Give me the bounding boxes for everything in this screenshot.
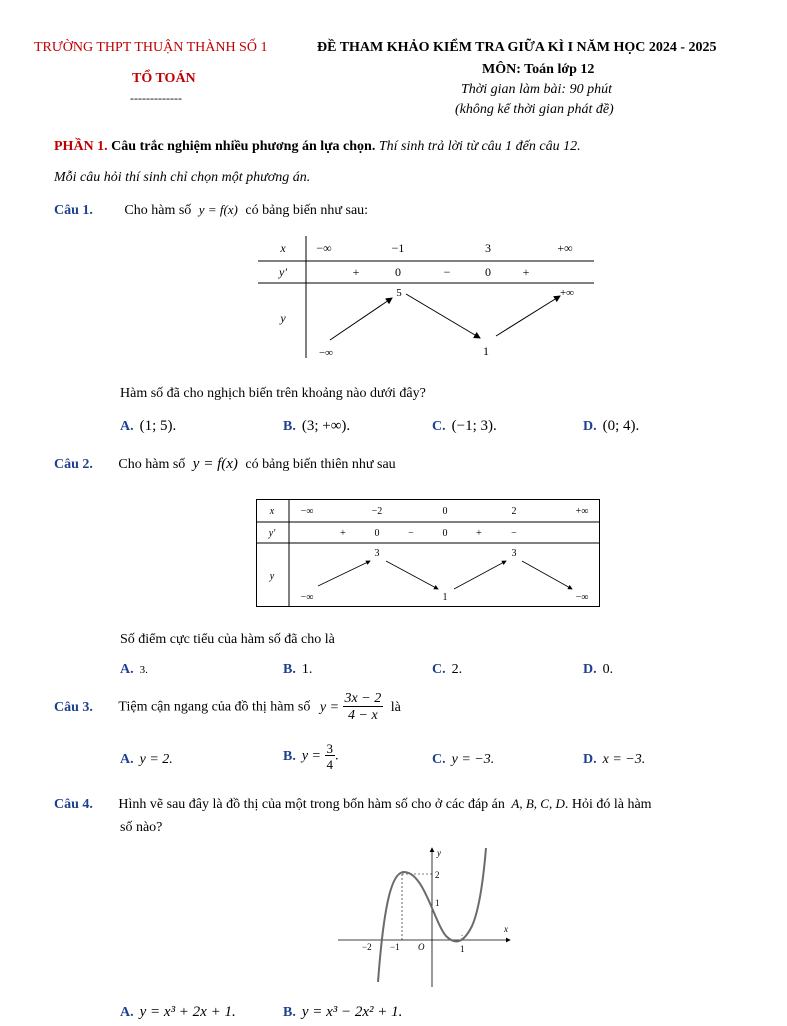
q2-row-x: x <box>269 506 275 517</box>
q1-y-val: 1 <box>483 344 489 358</box>
q1-y-val: 5 <box>396 287 402 299</box>
option-value-den: 4 <box>326 757 334 772</box>
option-value-fraction <box>325 742 336 771</box>
q4-abcd: A, B, C, D <box>511 796 565 811</box>
q1-sign: + <box>352 265 360 279</box>
q1-row-y: y <box>280 311 286 325</box>
q1-sign: + <box>522 265 530 279</box>
q4-text: Hình vẽ sau đây là đồ thị của một trong bốn hàm số cho ở các đáp án <box>118 797 505 812</box>
q1-label: Câu 1. <box>54 203 93 218</box>
part1-label: PHẦN 1. <box>54 139 108 154</box>
option-value-lhs: y = <box>301 748 322 764</box>
option-label: C. <box>432 752 446 767</box>
q2-y-val: 3 <box>374 548 380 559</box>
option-value: (1; 5). <box>139 418 177 434</box>
q2-text: Cho hàm số <box>118 457 186 472</box>
q1-arrow-down <box>406 294 480 338</box>
y-tick-label: 1 <box>435 898 440 908</box>
q4-stem <box>54 796 652 813</box>
option-label: B. <box>283 662 296 677</box>
q2-option-b[interactable] <box>283 662 312 678</box>
department-name: TỔ TOÁN <box>132 71 196 86</box>
exam-title: ĐỀ THAM KHẢO KIỂM TRA GIỮA KÌ I NĂM HỌC 2024 - 2025 <box>317 40 717 55</box>
option-value: (3; +∞). <box>301 418 351 434</box>
option-label: C. <box>432 662 446 677</box>
q1-variation-table <box>258 236 598 362</box>
q3-func-num: 3x − 2 <box>344 691 382 706</box>
option-label: D. <box>583 662 597 677</box>
q2-x-val: −∞ <box>300 506 314 517</box>
q3-option-d[interactable] <box>583 752 645 768</box>
option-value: y = x³ − 2x² + 1. <box>301 1004 403 1020</box>
part1-instruction: Thí sinh trả lời từ câu 1 đến câu 12. <box>378 139 581 154</box>
x-axis-label: x <box>504 924 508 934</box>
q2-y-val: 1 <box>442 592 448 603</box>
exam-time: Thời gian làm bài: 90 phút <box>461 82 612 97</box>
x-tick-label: −1 <box>390 942 400 952</box>
part1-heading <box>54 139 581 155</box>
q1-option-c[interactable] <box>432 418 497 435</box>
q4-option-b[interactable] <box>283 1004 402 1021</box>
q1-option-a[interactable] <box>120 418 176 435</box>
q1-x-val: −∞ <box>316 241 332 255</box>
x-tick-label: −2 <box>362 942 372 952</box>
q4-stem-line2: số nào? <box>120 820 163 835</box>
part1-instruction2: Mỗi câu hỏi thí sinh chỉ chọn một phương án. <box>54 170 311 185</box>
option-value: x = −3. <box>602 752 646 767</box>
q1-row-yp: y' <box>279 265 287 279</box>
option-label: D. <box>583 752 597 767</box>
q4-function-graph <box>334 842 524 992</box>
q2-text2: có bảng biến thiên như sau <box>245 457 396 472</box>
option-label: A. <box>120 1005 134 1020</box>
option-value-num: 3 <box>326 741 334 756</box>
q2-x-val: 2 <box>511 506 517 517</box>
option-value: (−1; 3). <box>451 418 497 434</box>
school-name: TRƯỜNG THPT THUẬN THÀNH SỐ 1 <box>34 40 268 55</box>
q3-text: Tiệm cận ngang của đồ thị hàm số <box>118 699 311 715</box>
exam-note: (không kể thời gian phát đề) <box>455 102 614 117</box>
option-label: B. <box>283 419 296 434</box>
option-value: 1. <box>301 662 313 677</box>
q2-arrow-down <box>386 561 438 589</box>
q1-x-val: 3 <box>485 241 491 255</box>
q2-row-yp: y' <box>268 528 276 539</box>
q4-text2: . Hỏi đó là hàm <box>564 797 652 812</box>
q3-text2: là <box>390 699 401 715</box>
q2-x-val: 0 <box>442 506 448 517</box>
option-label: A. <box>120 752 134 767</box>
q1-x-val: +∞ <box>557 241 573 255</box>
q2-label: Câu 2. <box>54 457 93 472</box>
q2-func: y = f(x) <box>192 456 238 472</box>
option-label: B. <box>283 1005 296 1020</box>
option-value: y = −3. <box>451 752 495 767</box>
q2-arrow-up <box>318 561 370 586</box>
q3-func-den: 4 − x <box>348 708 378 723</box>
q2-option-c[interactable] <box>432 662 462 678</box>
q2-arrow-up <box>454 561 506 589</box>
q2-sign: 0 <box>442 528 448 539</box>
option-label: C. <box>432 419 446 434</box>
option-value: y = x³ + 2x + 1. <box>139 1004 236 1020</box>
q1-stem <box>54 202 368 219</box>
option-label: D. <box>583 419 597 434</box>
exam-subject: MÔN: Toán lớp 12 <box>482 62 595 77</box>
option-label: A. <box>120 662 134 677</box>
q1-y-val: +∞ <box>559 287 575 299</box>
origin-label: O <box>418 942 425 952</box>
q1-row-x: x <box>280 241 286 255</box>
q2-y-val: −∞ <box>575 592 589 603</box>
q2-stem <box>54 456 396 473</box>
q1-x-val: −1 <box>391 241 405 255</box>
y-axis-label: y <box>437 848 441 858</box>
q2-option-a[interactable] <box>120 662 148 678</box>
q2-sign: 0 <box>374 528 380 539</box>
q1-sign: 0 <box>395 265 401 279</box>
q3-label: Câu 3. <box>54 699 93 715</box>
q1-sign: − <box>443 265 451 279</box>
q1-sign: 0 <box>485 265 491 279</box>
q2-sign: + <box>340 528 346 539</box>
q1-text: Cho hàm số <box>124 203 192 218</box>
q3-func-fraction <box>343 692 384 723</box>
option-label: B. <box>283 748 296 764</box>
y-tick-label: 2 <box>435 870 440 880</box>
q3-stem <box>54 692 401 723</box>
q2-sign: − <box>511 528 517 539</box>
q1-arrow-up <box>496 296 560 336</box>
q2-x-val: −2 <box>371 506 383 517</box>
q2-arrow-down <box>522 561 572 589</box>
header-divider: ------------- <box>130 91 182 105</box>
q3-option-c[interactable] <box>432 752 494 768</box>
q2-x-val: +∞ <box>575 506 589 517</box>
q2-sign: − <box>408 528 414 539</box>
option-label: A. <box>120 419 134 434</box>
option-value: 0. <box>602 662 614 677</box>
q1-text2: có bảng biến như sau: <box>245 203 369 218</box>
q1-option-b[interactable] <box>283 418 350 435</box>
q1-arrow-up <box>330 298 392 340</box>
q2-y-val: 3 <box>511 548 517 559</box>
q4-option-a[interactable] <box>120 1004 236 1021</box>
q4-label: Câu 4. <box>54 797 93 812</box>
option-value: (0; 4). <box>602 418 640 434</box>
q2-row-y: y <box>269 571 275 582</box>
q2-variation-table <box>256 499 601 609</box>
q1-option-d[interactable] <box>583 418 639 435</box>
q1-question: Hàm số đã cho nghịch biến trên khoảng nào dưới đây? <box>120 386 426 401</box>
q1-func: y = f(x) <box>198 202 238 217</box>
x-tick-label: 1 <box>460 944 465 954</box>
q2-option-d[interactable] <box>583 662 613 678</box>
option-value-tail: . <box>335 748 339 764</box>
q2-question: Số điểm cực tiểu của hàm số đã cho là <box>120 632 335 647</box>
q1-y-val: −∞ <box>318 347 334 359</box>
option-value: 3. <box>139 664 148 676</box>
option-value: 2. <box>451 662 463 677</box>
q3-option-a[interactable] <box>120 752 173 768</box>
q2-sign: + <box>476 528 482 539</box>
part1-title: Câu trắc nghiệm nhiều phương án lựa chọn. <box>111 139 376 154</box>
q3-func-lhs: y = <box>319 699 340 715</box>
option-value: y = 2. <box>139 752 173 767</box>
q2-y-val: −∞ <box>300 592 314 603</box>
q3-option-b[interactable] <box>283 742 339 771</box>
